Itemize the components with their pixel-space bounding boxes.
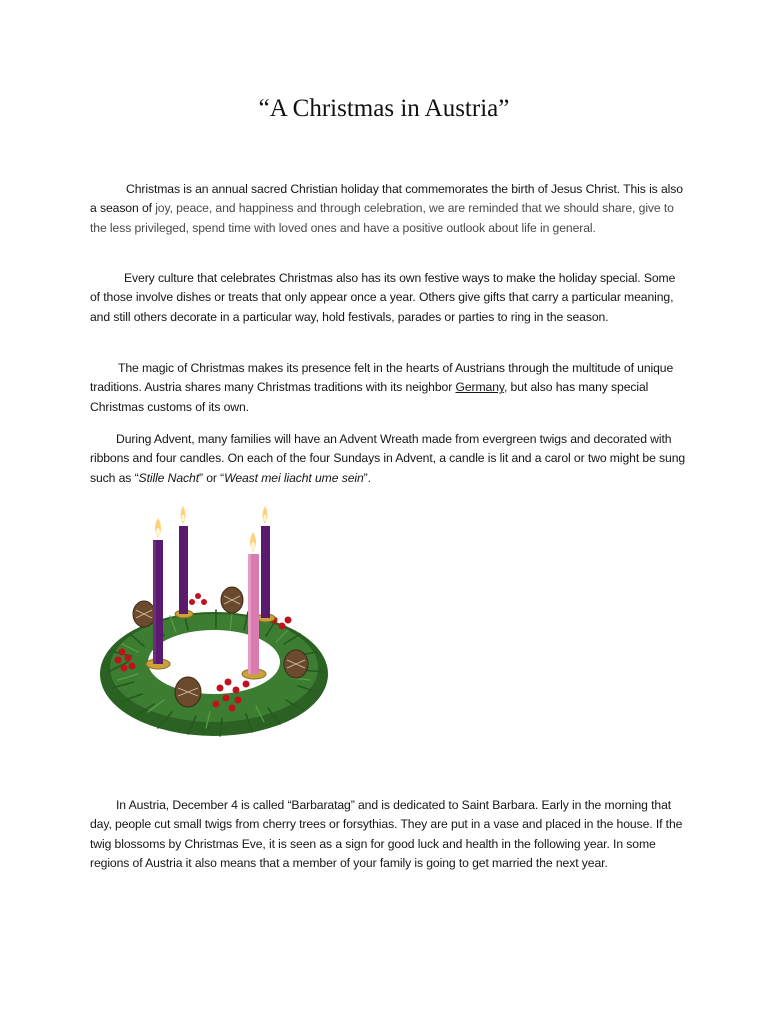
paragraph-text: , but also has many special Christmas customs of its own. (90, 380, 649, 414)
paragraph-text: Christmas is an annual sacred Christian holiday that commemorates the birth of Jesus Christ. This is also a season of (90, 182, 683, 216)
page-title: “A Christmas in Austria” (258, 95, 510, 122)
paragraph-magic (90, 359, 686, 417)
paragraph-advent (90, 430, 686, 488)
paragraph-barbaratag: In Austria, December 4 is called “Barbaratag” and is dedicated to Saint Barbara. Early in the morning that day, people cut small twigs from cherry trees or forsythias. They are put in a vase and placed in the house. If the twig blossoms by Christmas Eve, it is seen as a sign for good luck and health in the following year. In some regions of Austria it also means that a member of your family is going to get married the next year. (90, 798, 683, 871)
paragraph-christmas-intro (90, 180, 686, 238)
germany-link[interactable]: Germany (455, 380, 504, 395)
advent-wreath-icon (88, 502, 340, 762)
song-title-stille-nacht: Stille Nacht (138, 470, 199, 485)
paragraph-text: ” or “ (199, 470, 225, 485)
paragraph-text-gray: joy, peace, and happiness and through celebration, we are reminded that we should share, give to the less privileged, spend time with loved ones and have a positive outlook about life in general. (90, 201, 674, 235)
paragraph-text: During Advent, many families will have an Advent Wreath made from evergreen twigs and decorated with ribbons and four candles. On each of the four Sundays in Advent, a candle is lit and a carol or two might be sung such as “ (90, 432, 686, 485)
paragraph-text: ”. (363, 470, 371, 485)
paragraph-text: The magic of Christmas makes its presence felt in the hearts of Austrians through the multitude of unique traditions. Austria shares many Christmas traditions with its neighbor (90, 361, 674, 395)
song-title-weast: Weast mei liacht ume sein (224, 470, 364, 485)
paragraph-culture: Every culture that celebrates Christmas also has its own festive ways to make the holiday special. Some of those involve dishes or treats that only appear once a year. Others give gifts that carry a particular meaning, and still others decorate in a particular way, hold festivals, parades or parties to ring in the season. (90, 271, 676, 324)
